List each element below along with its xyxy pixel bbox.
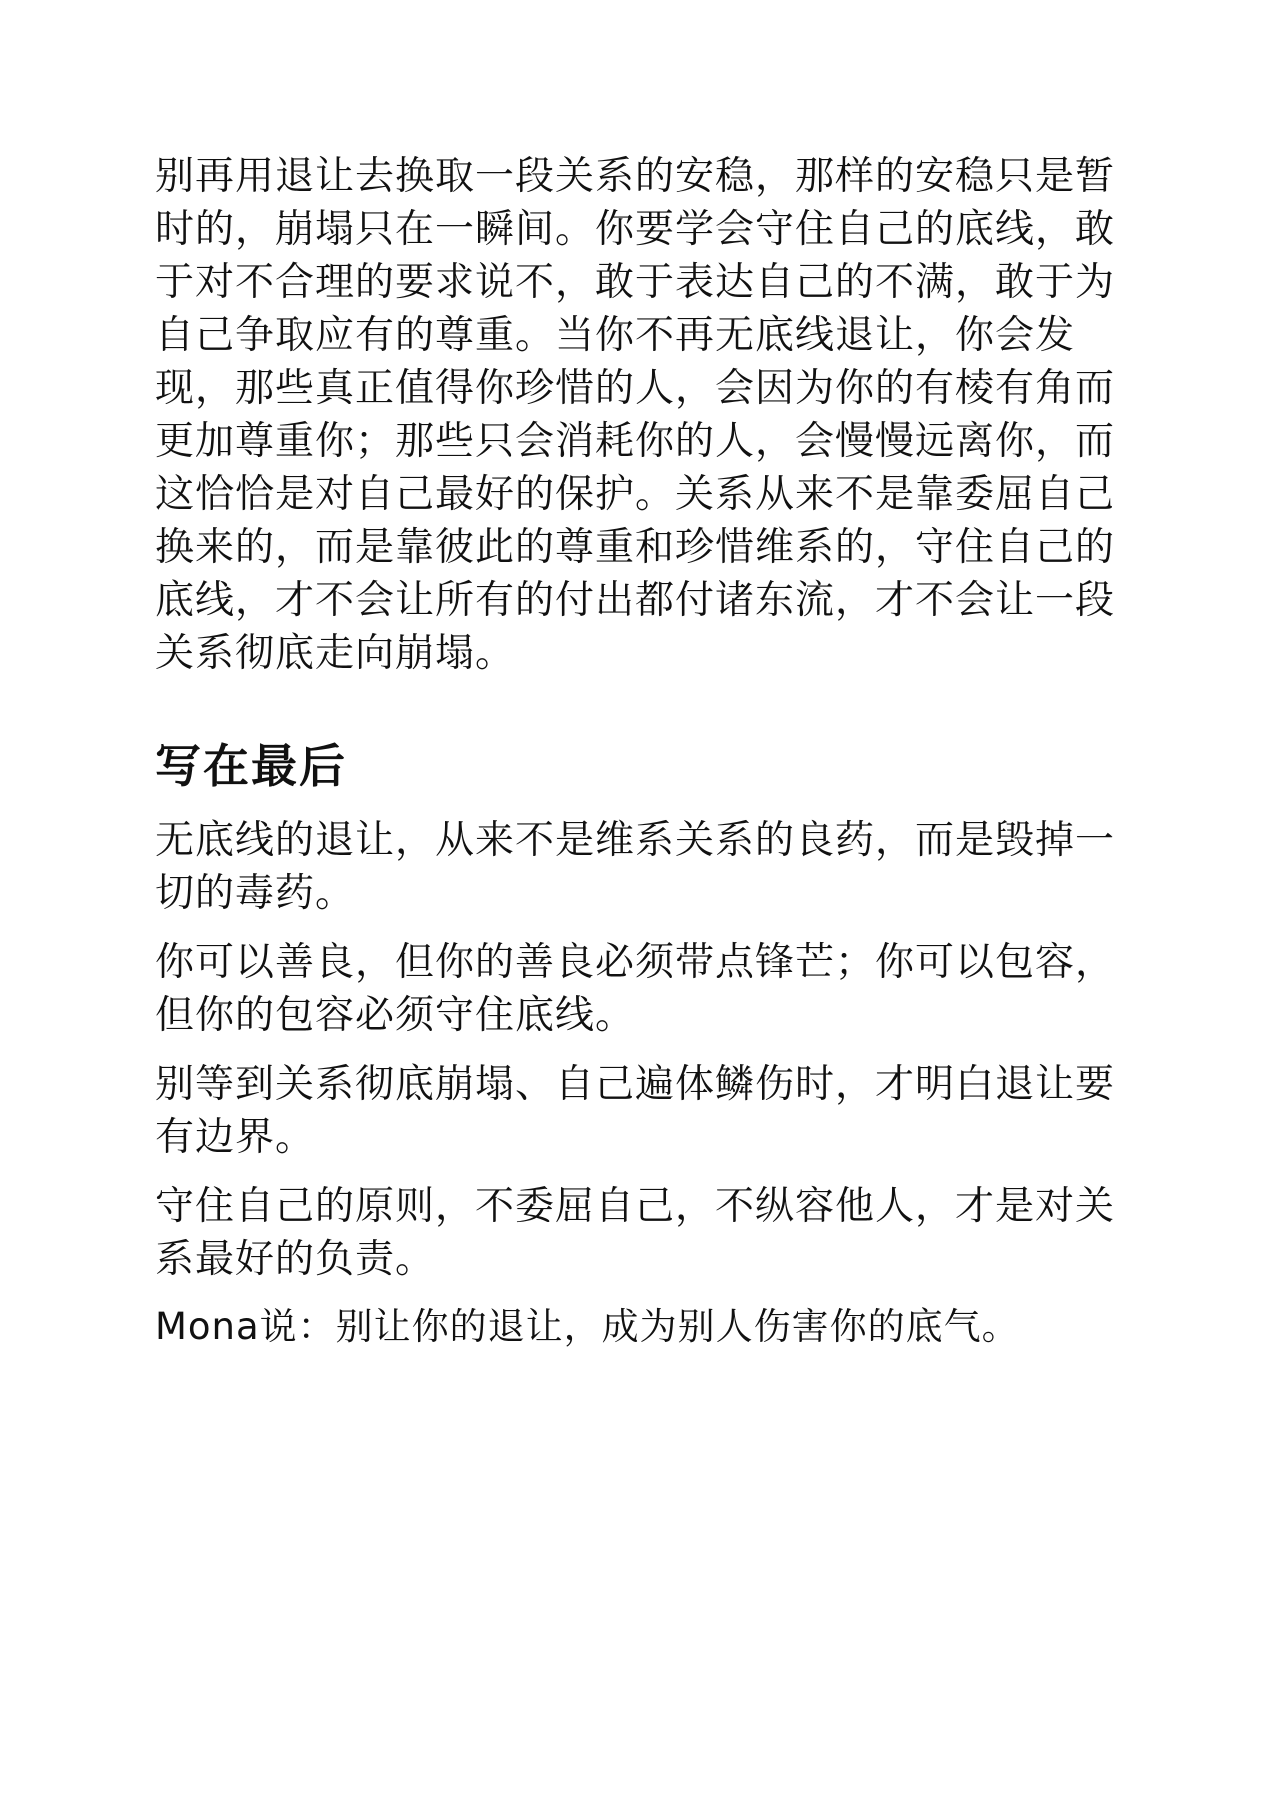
closing-paragraph-4: 守住自己的原则，不委屈自己，不纵容他人，才是对关系最好的负责。 [155, 1184, 1116, 1282]
closing-paragraph-3: 别等到关系彻底崩塌、自己遍体鳞伤时，才明白退让要有边界。 [155, 1062, 1116, 1160]
section-heading: 写在最后 [155, 739, 347, 793]
signoff-line: Mona说：别让你的退让，成为别人伤害你的底气。 [155, 1305, 1020, 1348]
closing-paragraph-2: 你可以善良，但你的善良必须带点锋芒；你可以包容，但你的包容必须守住底线。 [155, 940, 1116, 1038]
closing-section [155, 736, 1115, 1352]
article-body [155, 150, 1115, 1352]
closing-paragraph-1: 无底线的退让，从来不是维系关系的良药，而是毁掉一切的毒药。 [155, 818, 1116, 916]
intro-paragraph: 别再用退让去换取一段关系的安稳，那样的安稳只是暂时的，崩塌只在一瞬间。你要学会守住自己的底线，敢于对不合理的要求说不，敢于表达自己的不满，敢于为自己争取应有的尊重。当你不再无底线退让，你会发现，那些真正值得你珍惜的人，会因为你的有棱有角而更加尊重你；那些只会消耗你的人，会慢慢远离你，而这恰恰是对自己最好的保护。关系从来不是靠委屈自己换来的，而是靠彼此的尊重和珍惜维系的，守住自己的底线，才不会让所有的付出都付诸东流，才不会让一段关系彻底走向崩塌。 [155, 154, 1116, 676]
